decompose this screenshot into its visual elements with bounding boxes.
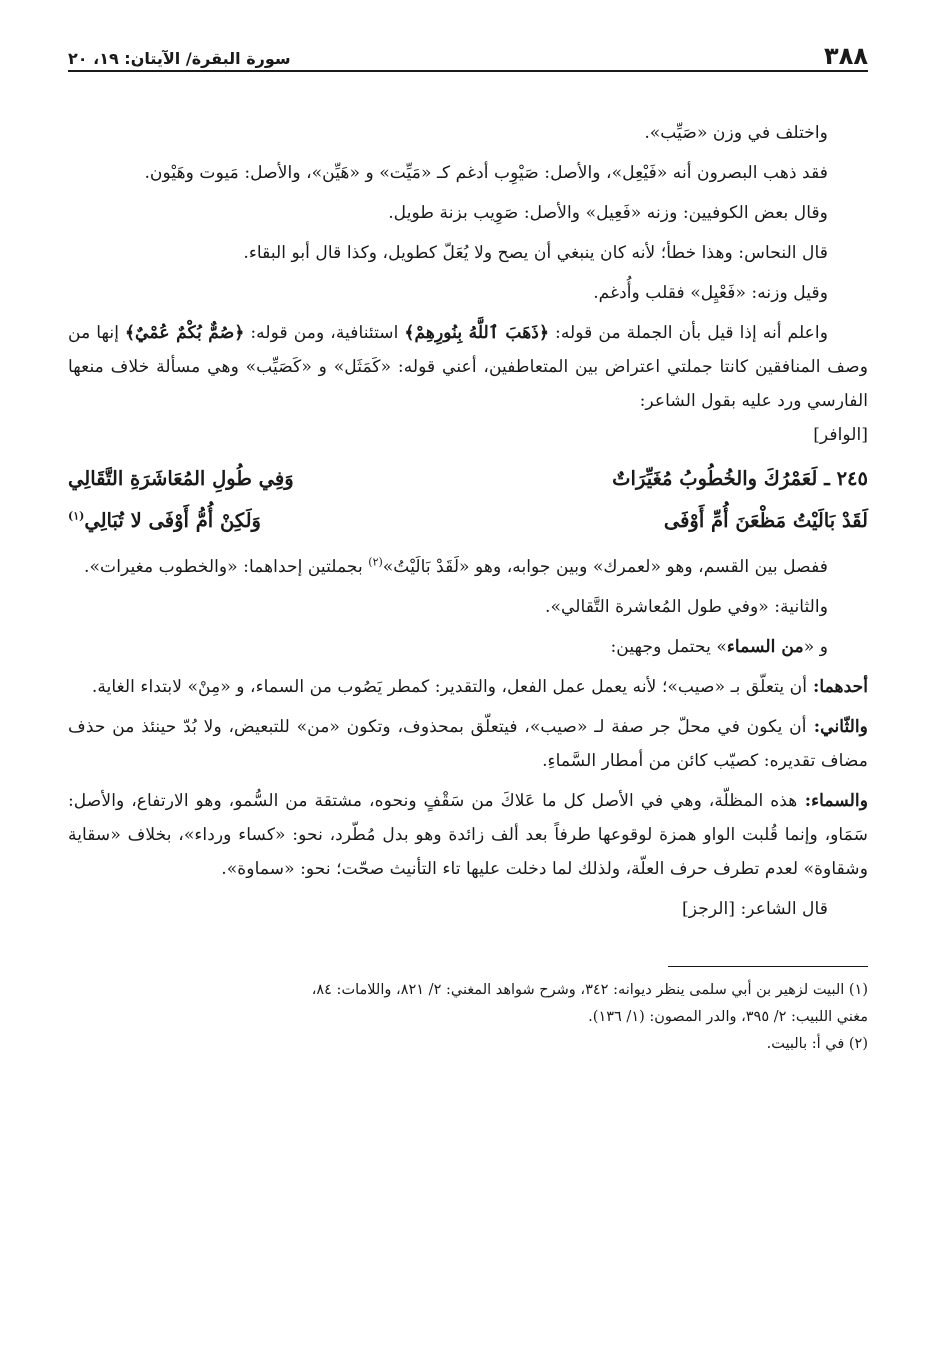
- body-text: [68, 116, 868, 926]
- hemistich: لَقَدْ بَالَيْتُ مَظْعَنَ أُمِّ أَوْفَى: [663, 509, 868, 532]
- paragraph: قال النحاس: وهذا خطأ؛ لأنه كان ينبغي أن يصح ولا يُعَلّ كطويل، وكذا قال أبو البقاء.: [243, 243, 828, 263]
- text-run: أن يتعلّق بـ «صيب»؛ لأنه يعمل عمل الفعل، والتقدير: كمطر يَصُوب من السماء، و «مِنْ» لابتداء الغاية.: [91, 677, 807, 697]
- text-run: » يحتمل وجهين:: [610, 637, 727, 657]
- text-run: هذه المظلّة، وهي في الأصل كل ما عَلاكَ من سَقْفٍ ونحوه، مشتقة من السُّمو، وهو الارتفاع، والأصل: سَمَاو، وإنما قُلبت الواو همزة لوقوعها طرفاً بعد ألف زائدة وهو بدل مُطّرد، نحو: «كساء ورداء»، بخلاف «سقاية وشقاوة» لعدم تطرف حرف العلّة، ولذلك لما دخلت عليها تاء التأنيث صحّت؛ نحو: «سماوة».: [68, 791, 868, 879]
- hemistich: وَفِي طُولِ المُعَاشَرَةِ التَّقَالِي: [68, 467, 294, 490]
- quran-quote: ﴿صُمٌّ بُكْمٌ عُمْيٌ﴾: [124, 323, 245, 343]
- paragraph: والثانية: «وفي طول المُعاشرة التَّقالي».: [544, 597, 828, 617]
- verse-number: ٢٤٥ ـ: [824, 467, 868, 490]
- paragraph: وقيل وزنه: «فَعْيِل» فقلب وأُدغم.: [593, 283, 828, 303]
- text-run: بجملتين إحداهما: «والخطوب مغيرات».: [84, 557, 369, 577]
- text-run: ففصل بين القسم، وهو «لعمرك» وبين جوابه، وهو «لَقَدْ بَالَيْتُ»: [382, 557, 828, 577]
- paragraph: [68, 784, 868, 886]
- bold-term: من السماء: [726, 637, 804, 657]
- running-header: [68, 30, 868, 72]
- hemistich-text: لَعَمْرُكَ والخُطُوبُ مُغَيِّرَاتٌ: [612, 467, 818, 490]
- paragraph: [68, 630, 868, 664]
- footnote-ref[interactable]: (٢): [368, 555, 383, 569]
- hemistich: [612, 458, 868, 500]
- poem-line: [68, 500, 868, 542]
- surah-label: سورة البقرة/ الآيتان: ١٩، ٢٠: [68, 49, 291, 68]
- paragraph: [68, 550, 868, 584]
- text-run: و «: [803, 637, 828, 657]
- footnote-1-continued: مغني اللبيب: ٢/ ٣٩٥، والدر المصون: (١/ ١٣٦).: [588, 1009, 868, 1025]
- footnote-ref[interactable]: (١): [68, 509, 85, 523]
- footnote-divider: [668, 966, 868, 967]
- bold-term: أحدهما:: [807, 677, 868, 697]
- poetic-meter: [الوافر]: [813, 425, 868, 445]
- paragraph: واختلف في وزن «صَيِّب».: [644, 123, 828, 143]
- poem-line: [68, 458, 868, 500]
- footnote-1: (١) البيت لزهير بن أبي سلمى ينظر ديوانه: ٣٤٢، وشرح شواهد المغني: ٢/ ٨٢١، واللامات: ٨٤،: [311, 982, 868, 998]
- footnotes: [68, 977, 868, 1058]
- poem-verse: [68, 458, 868, 542]
- text-run: واعلم أنه إذا قيل بأن الجملة من قوله:: [549, 323, 829, 343]
- paragraph: قال الشاعر: [الرجز]: [682, 899, 828, 919]
- paragraph: [68, 316, 868, 452]
- text-run: أن يكون في محلّ جر صفة لـ «صيب»، فيتعلّق بمحذوف، وتكون «من» للتبعيض، ولا بُدّ حينئذ من حذف مضاف تقديره: كصيّب كائن من أمطار السَّماءِ.: [68, 717, 868, 771]
- paragraph: فقد ذهب البصرون أنه «فَيْعِل»، والأصل: صَيْوِب أدغم كـ «مَيِّت» و «هَيِّن»، والأصل: مَيوت وهَيْون.: [144, 163, 828, 183]
- page-number: ٣٨٨: [824, 42, 868, 70]
- book-page: [68, 30, 868, 1350]
- quran-quote: ﴿ذَهَبَ ٱللَّهُ بِنُورِهِمْ﴾: [404, 323, 550, 343]
- hemistich: [68, 500, 261, 542]
- paragraph: [68, 670, 868, 704]
- text-run: استئنافية، ومن قوله:: [244, 323, 405, 343]
- paragraph: [68, 710, 868, 778]
- hemistich-text: وَلَكِنْ أُمُّ أَوْفَى لا تُبَالِي: [84, 509, 261, 532]
- bold-term: والثّاني:: [806, 717, 868, 737]
- footnote-2: (٢) في أ: بالبيت.: [766, 1036, 868, 1052]
- bold-term: والسماء:: [797, 791, 868, 811]
- paragraph: وقال بعض الكوفيين: وزنه «فَعِيل» والأصل: صَوِيب بزنة طويل.: [388, 203, 828, 223]
- text-run: إنها من وصف المنافقين كانتا جملتي اعتراض بين المتعاطفين، أعني قوله: «كَمَثَل» و «كَصَيِّب» وهي مسألة خلاف منعها الفارسي ورد عليه بقول الشاعر:: [68, 323, 868, 411]
